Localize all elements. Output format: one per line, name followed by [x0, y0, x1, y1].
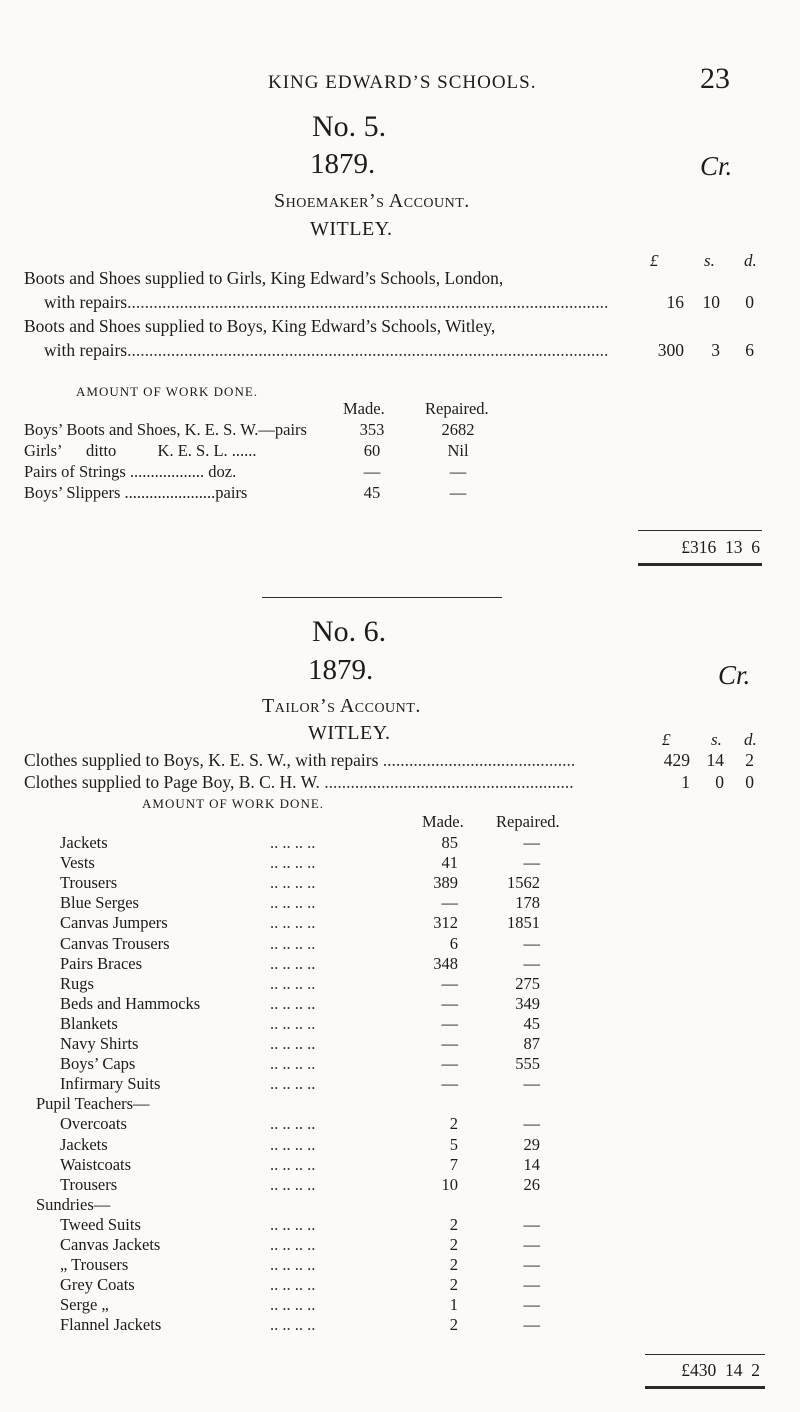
- credit-label: Cr.: [700, 151, 733, 181]
- leader-dots: .. .. .. ..: [270, 1315, 316, 1334]
- row-made: —: [441, 1014, 458, 1033]
- row-label: Beds and Hammocks: [60, 994, 201, 1013]
- work-heading: AMOUNT OF WORK DONE.: [142, 796, 325, 811]
- row-repaired: —: [523, 1074, 540, 1093]
- total-rule: [638, 530, 762, 531]
- made-column-header: Made.: [343, 399, 385, 418]
- row-label: Sundries—: [36, 1195, 111, 1214]
- row-repaired: —: [523, 1275, 540, 1294]
- leader-dots: .. .. .. ..: [270, 1275, 316, 1294]
- running-head: KING EDWARD’S SCHOOLS.: [268, 72, 537, 93]
- row-label: „ Trousers: [60, 1255, 129, 1274]
- row-label: Waistcoats: [60, 1155, 132, 1174]
- row-made: 5: [449, 1135, 458, 1154]
- row-repaired: 1562: [507, 873, 540, 892]
- row-repaired: —: [523, 1255, 540, 1274]
- work-made: —: [363, 462, 381, 481]
- row-repaired: —: [523, 954, 540, 973]
- work-item: Boys’ Boots and Shoes, K. E. S. W.—pairs: [24, 420, 307, 439]
- row-made: 2: [449, 1255, 458, 1274]
- entry-shillings: 0: [715, 772, 724, 792]
- repaired-column-header: Repaired.: [425, 399, 489, 418]
- shillings-header: s.: [704, 251, 715, 270]
- row-label: Pairs Braces: [60, 954, 143, 973]
- row-repaired: 14: [523, 1155, 540, 1174]
- row-repaired: —: [523, 1215, 540, 1234]
- account-year: 1879.: [310, 148, 376, 180]
- work-made: 353: [359, 420, 385, 439]
- work-item: Boys’ Slippers ......................pairs: [24, 483, 248, 502]
- row-label: Canvas Jumpers: [60, 913, 168, 932]
- leader-dots: .. .. .. ..: [270, 1295, 316, 1314]
- row-made: 7: [449, 1155, 458, 1174]
- leader-dots: .. .. .. ..: [270, 954, 316, 973]
- entry-pounds: 16: [666, 292, 684, 312]
- leader-dots: .. .. .. ..: [270, 1255, 316, 1274]
- account-place: WITLEY.: [310, 218, 393, 240]
- leader-dots: .. .. .. ..: [270, 1114, 316, 1133]
- account-number: No. 6.: [312, 615, 387, 648]
- leader-dots: .. .. .. ..: [270, 1074, 316, 1093]
- leader-dots: .. .. .. ..: [270, 1175, 316, 1194]
- row-made: 2: [449, 1235, 458, 1254]
- leader-dots: .. .. .. ..: [270, 1215, 316, 1234]
- row-made: 2: [449, 1215, 458, 1234]
- account-title: Shoemaker’s Account.: [274, 190, 470, 212]
- entry-line: Clothes supplied to Boys, K. E. S. W., with repairs ............................................: [24, 750, 576, 770]
- entry-pounds: 429: [663, 750, 690, 770]
- entry-line: Boots and Shoes supplied to Girls, King Edward’s Schools, London,: [24, 268, 504, 288]
- row-label: Rugs: [60, 974, 94, 993]
- leader-dots: .. .. .. ..: [270, 1034, 316, 1053]
- row-label: Serge „: [60, 1295, 109, 1314]
- row-made: 6: [449, 934, 458, 953]
- work-repaired: —: [449, 462, 467, 481]
- account-place: WITLEY.: [308, 722, 391, 744]
- row-repaired: 29: [523, 1135, 540, 1154]
- row-label: Infirmary Suits: [60, 1074, 161, 1093]
- pence-header: d.: [744, 251, 757, 270]
- row-made: 348: [433, 954, 458, 973]
- total-rule: [645, 1354, 765, 1355]
- leader-dots: .. .. .. ..: [270, 1014, 316, 1033]
- row-label: Navy Shirts: [60, 1034, 139, 1053]
- account-total: £316 13 6: [681, 537, 760, 557]
- row-made: 2: [449, 1315, 458, 1334]
- row-repaired: —: [523, 833, 540, 852]
- row-repaired: —: [523, 1295, 540, 1314]
- leader-dots: .. .. .. ..: [270, 1054, 316, 1073]
- row-made: —: [441, 893, 458, 912]
- row-made: 2: [449, 1114, 458, 1133]
- made-column-header: Made.: [422, 812, 464, 831]
- row-repaired: —: [523, 1315, 540, 1334]
- work-repaired: 2682: [441, 420, 475, 439]
- row-label: Grey Coats: [60, 1275, 135, 1294]
- shillings-header: s.: [711, 730, 722, 749]
- entry-shillings: 14: [706, 750, 724, 770]
- row-label: Pupil Teachers—: [36, 1094, 150, 1113]
- account-title: Tailor’s Account.: [262, 695, 421, 717]
- row-made: 312: [433, 913, 458, 932]
- row-label: Trousers: [60, 1175, 118, 1194]
- row-repaired: 45: [523, 1014, 540, 1033]
- row-repaired: —: [523, 1235, 540, 1254]
- row-repaired: —: [523, 1114, 540, 1133]
- entry-pence: 0: [745, 772, 754, 792]
- work-made: 45: [363, 483, 381, 502]
- leader-dots: .. .. .. ..: [270, 1135, 316, 1154]
- row-made: 1: [449, 1295, 458, 1314]
- row-made: 2: [449, 1275, 458, 1294]
- row-label: Flannel Jackets: [60, 1315, 162, 1334]
- entry-line: with repairs..............................................................................................................: [44, 340, 609, 360]
- row-label: Canvas Trousers: [60, 934, 170, 953]
- entry-pounds: 300: [657, 340, 684, 360]
- work-repaired: —: [449, 483, 467, 502]
- row-label: Blue Serges: [60, 893, 139, 912]
- row-repaired: 178: [515, 893, 540, 912]
- row-made: 41: [441, 853, 458, 872]
- page-number: 23: [700, 62, 730, 95]
- pence-header: d.: [744, 730, 757, 749]
- row-made: —: [441, 974, 458, 993]
- leader-dots: .. .. .. ..: [270, 994, 316, 1013]
- entry-line: Clothes supplied to Page Boy, B. C. H. W. .........................................................: [24, 772, 574, 792]
- row-label: Trousers: [60, 873, 118, 892]
- account-number: No. 5.: [312, 110, 387, 143]
- section-divider: [262, 597, 502, 598]
- account-total: £430 14 2: [681, 1360, 760, 1380]
- work-repaired: Nil: [447, 441, 469, 460]
- leader-dots: .. .. .. ..: [270, 1235, 316, 1254]
- row-label: Jackets: [60, 1135, 108, 1154]
- row-made: —: [441, 994, 458, 1013]
- work-made: 60: [363, 441, 381, 460]
- row-repaired: 1851: [507, 913, 540, 932]
- row-label: Vests: [60, 853, 95, 872]
- leader-dots: .. .. .. ..: [270, 853, 316, 872]
- credit-label: Cr.: [718, 660, 751, 690]
- row-label: Blankets: [60, 1014, 118, 1033]
- row-repaired: 87: [523, 1034, 540, 1053]
- row-made: —: [441, 1034, 458, 1053]
- row-repaired: 555: [515, 1054, 540, 1073]
- entry-pence: 0: [745, 292, 754, 312]
- row-made: —: [441, 1074, 458, 1093]
- leader-dots: .. .. .. ..: [270, 974, 316, 993]
- leader-dots: .. .. .. ..: [270, 1155, 316, 1174]
- leader-dots: .. .. .. ..: [270, 893, 316, 912]
- row-label: Canvas Jackets: [60, 1235, 161, 1254]
- entry-line: Boots and Shoes supplied to Boys, King Edward’s Schools, Witley,: [24, 316, 496, 336]
- row-repaired: 349: [515, 994, 540, 1013]
- entry-pence: 2: [745, 750, 754, 770]
- entry-line: with repairs..............................................................................................................: [44, 292, 609, 312]
- entry-shillings: 3: [711, 340, 720, 360]
- row-made: —: [441, 1054, 458, 1073]
- total-double-rule: [645, 1386, 765, 1389]
- leader-dots: .. .. .. ..: [270, 873, 316, 892]
- row-label: Boys’ Caps: [60, 1054, 136, 1073]
- row-label: Overcoats: [60, 1114, 127, 1133]
- account-year: 1879.: [308, 654, 374, 686]
- leader-dots: .. .. .. ..: [270, 913, 316, 932]
- work-item: Pairs of Strings .................. doz.: [24, 462, 237, 481]
- row-repaired: —: [523, 853, 540, 872]
- entry-pounds: 1: [681, 772, 690, 792]
- row-repaired: 275: [515, 974, 540, 993]
- row-label: Tweed Suits: [60, 1215, 141, 1234]
- total-double-rule: [638, 563, 762, 566]
- work-item: Girls’ ditto K. E. S. L. ......: [24, 441, 257, 460]
- row-made: 10: [441, 1175, 458, 1194]
- row-label: Jackets: [60, 833, 108, 852]
- row-repaired: —: [523, 934, 540, 953]
- row-made: 389: [433, 873, 458, 892]
- leader-dots: .. .. .. ..: [270, 934, 316, 953]
- leader-dots: .. .. .. ..: [270, 833, 316, 852]
- entry-pence: 6: [745, 340, 754, 360]
- pounds-header: £: [662, 730, 671, 749]
- repaired-column-header: Repaired.: [496, 812, 560, 831]
- pounds-header: £: [650, 251, 659, 270]
- work-heading: AMOUNT OF WORK DONE.: [76, 384, 259, 399]
- row-made: 85: [441, 833, 458, 852]
- row-repaired: 26: [523, 1175, 540, 1194]
- entry-shillings: 10: [702, 292, 720, 312]
